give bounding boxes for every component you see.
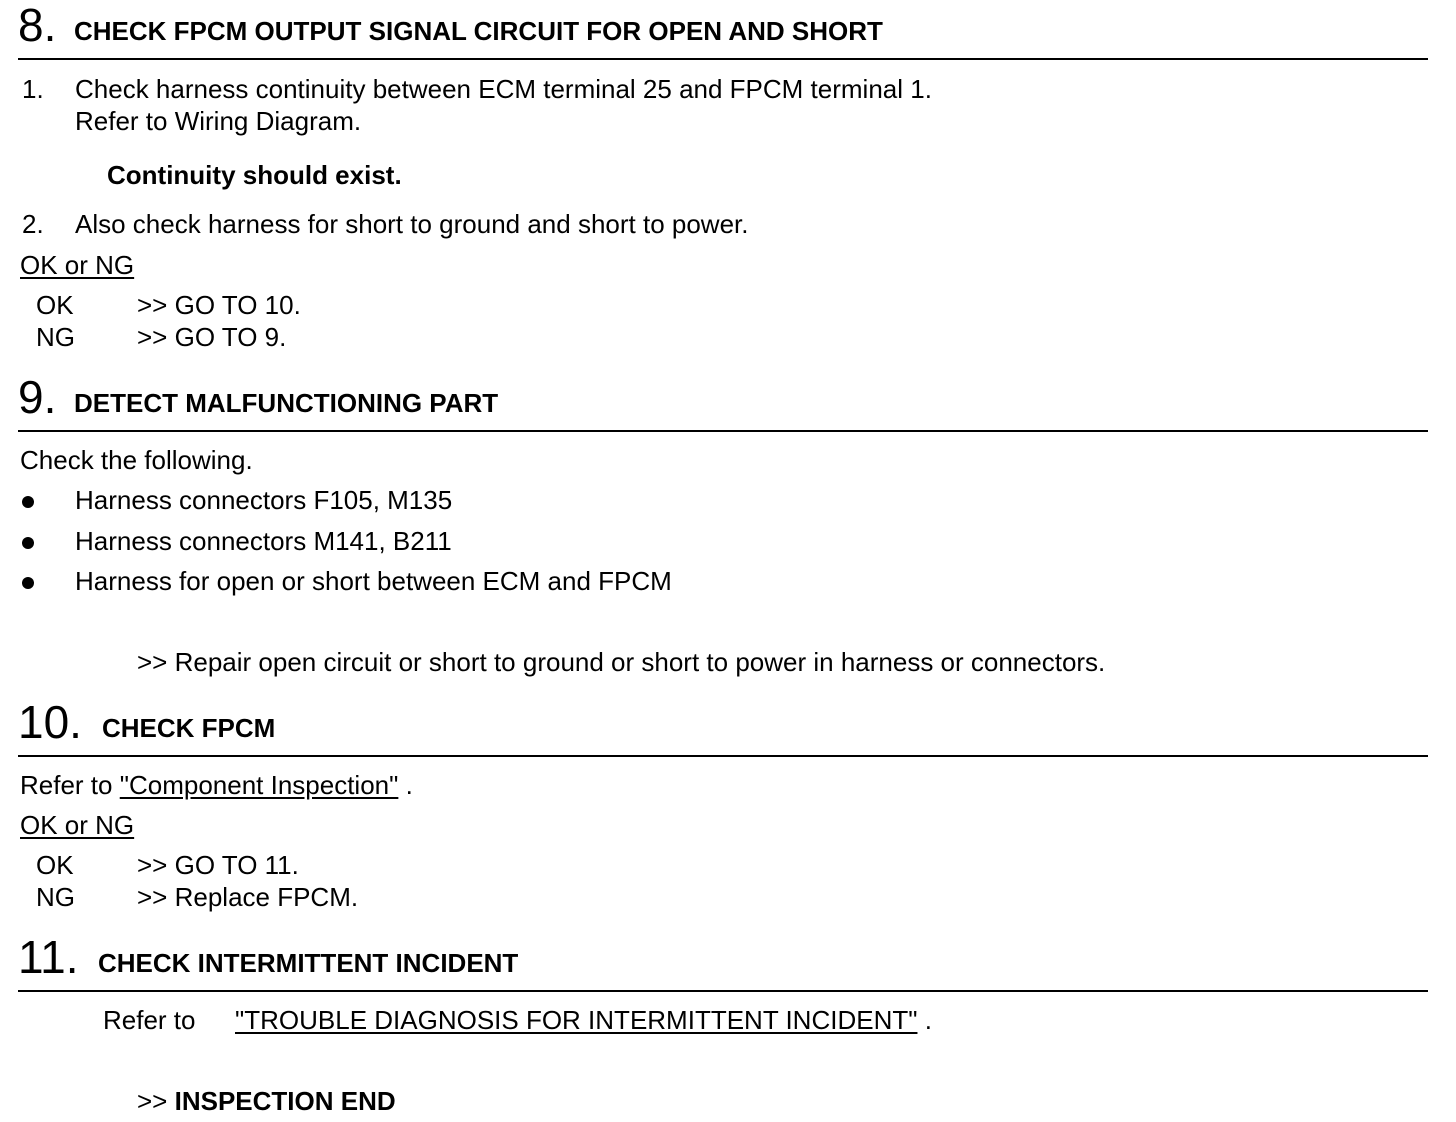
ok-action: >> GO TO 10.: [137, 290, 301, 320]
item-number: 2.: [22, 209, 44, 239]
step-title: CHECK FPCM OUTPUT SIGNAL CIRCUIT FOR OPEN AND SHORT: [74, 16, 883, 46]
refer-prefix: Refer to: [20, 770, 113, 800]
bullet-icon: [22, 496, 34, 508]
component-inspection-link[interactable]: "Component Inspection": [119, 770, 399, 800]
list-item: Harness connectors F105, M135: [75, 485, 453, 515]
ok-label: OK: [36, 850, 74, 880]
step-title: CHECK FPCM: [102, 713, 276, 743]
end-text: [137, 1086, 396, 1116]
step-11-header: [18, 932, 1428, 992]
header-rule: [18, 430, 1428, 432]
refer-suffix: .: [405, 770, 413, 800]
ng-action: >> GO TO 9.: [137, 322, 287, 352]
refer-text: [20, 770, 413, 800]
step-number: 9.: [18, 371, 57, 423]
refer-prefix: Refer to: [103, 1005, 196, 1035]
header-rule: [18, 58, 1428, 60]
item-number: 1.: [22, 74, 44, 104]
step-8-header: [18, 0, 1428, 60]
repair-action: >> Repair open circuit or short to ground or short to power in harness or connectors.: [137, 647, 1106, 677]
specification-text: Continuity should exist.: [107, 160, 402, 190]
ng-label: NG: [36, 882, 75, 912]
ok-or-ng-label: OK or NG: [20, 250, 135, 280]
ok-action: >> GO TO 11.: [137, 850, 299, 880]
list-item: Harness connectors M141, B211: [75, 526, 452, 556]
refer-text: [235, 1005, 932, 1035]
instruction-text: Refer to Wiring Diagram.: [75, 106, 362, 136]
list-item: Harness for open or short between ECM and FPCM: [75, 566, 672, 596]
step-title: DETECT MALFUNCTIONING PART: [74, 388, 499, 418]
header-rule: [18, 990, 1428, 992]
bullet-icon: [22, 537, 34, 549]
end-prefix: >>: [137, 1086, 168, 1116]
ok-or-ng-label: OK or NG: [20, 810, 135, 840]
step-number: 11.: [18, 931, 79, 983]
intermittent-incident-link[interactable]: "TROUBLE DIAGNOSIS FOR INTERMITTENT INCIDENT": [235, 1005, 918, 1035]
header-rule: [18, 755, 1428, 757]
bullet-icon: [22, 577, 34, 589]
ok-label: OK: [36, 290, 74, 320]
intro-text: Check the following.: [20, 445, 253, 475]
inspection-end-label: INSPECTION END: [174, 1086, 396, 1116]
step-title: CHECK INTERMITTENT INCIDENT: [98, 948, 519, 978]
instruction-text: Also check harness for short to ground and short to power.: [75, 209, 749, 239]
step-10-header: [18, 697, 1428, 757]
step-number: 10.: [18, 696, 82, 748]
instruction-text: Check harness continuity between ECM terminal 25 and FPCM terminal 1.: [75, 74, 932, 104]
refer-suffix: .: [924, 1005, 932, 1035]
ng-action: >> Replace FPCM.: [137, 882, 359, 912]
step-number: 8.: [18, 0, 57, 51]
ng-label: NG: [36, 322, 75, 352]
step-9-header: [18, 372, 1428, 432]
